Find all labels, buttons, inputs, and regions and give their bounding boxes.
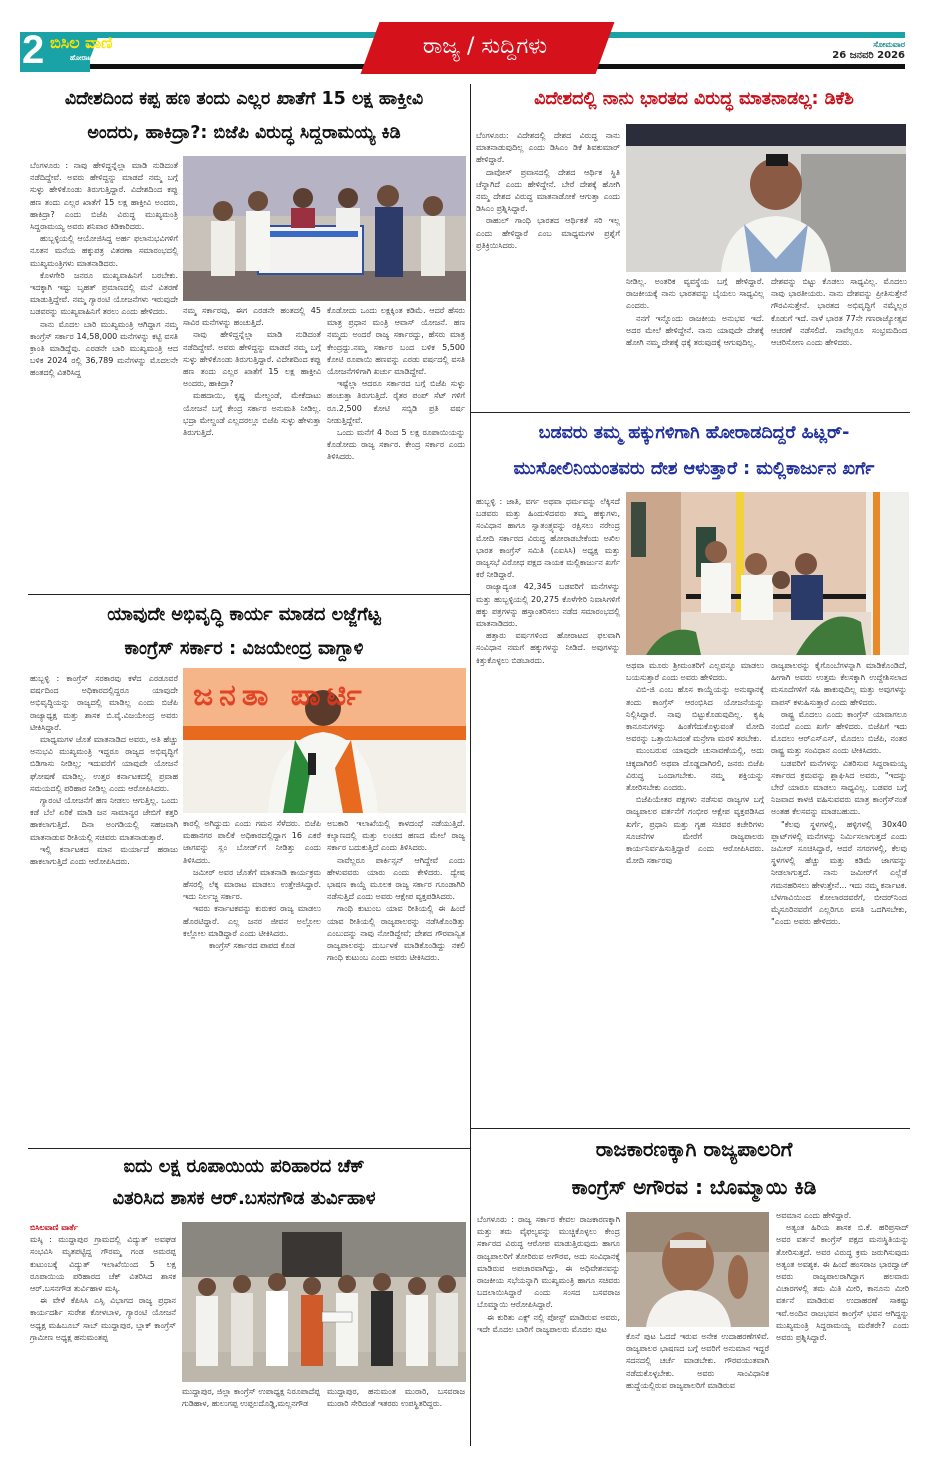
paragraph: ಮಾಧ್ಯಮಗಳ ಜೊತೆ ಮಾತನಾಡಿದ ಅವರು, ಅತಿ ಹೆಚ್ಚು ಅನುಭವಿ ಮುಖ್ಯಮಂತ್ರಿ ಇದ್ದರೂ ರಾಜ್ಯದ ಅಭಿವೃದ್ಧಿಗೆ ಬಿಡಿಗಾಸು ನೀಡಿಲ್ಲ; ಇದುವರೆಗೆ ಯಾವುದೇ ಯೋಜನೆ ಘೋಷಣೆ ಮಾಡಿಲ್ಲ. ಉತ್ತರ ಕರ್ನಾಟಕದಲ್ಲಿ ಪ್ರವಾಹ ಸಮಯದಲ್ಲಿ ಪರಿಹಾರ ನೀಡಿಲ್ಲ ಎಂದು ಆರೋಪಿಸಿದರು.: [30, 735, 178, 793]
paragraph: "ಕೆಲವು ಸ್ಥಳಗಳಲ್ಲಿ, ಹಳ್ಳಿಗಳಲ್ಲಿ 30x40 ಪ್ಲಾಟ್‌ಗಳಲ್ಲಿ ಮನೆಗಳನ್ನು ನಿರ್ಮಿಸಲಾಗುತ್ತದೆ ಎಂದು ಜಮೀರ್ ಸೂಚಿಸಿದ್ದಾರೆ, ಆದರೆ ನಗರಗಳಲ್ಲಿ, ಕೆಲವು ಸ್ಥಳಗಳಲ್ಲಿ ಹೆಚ್ಚು ಮತ್ತು ಕಡಿಮೆ ಜಾಗವನ್ನು ನೀಡಲಾಗುತ್ತದೆ. ನಾನು ಜಮೀರ್‌ಗೆ ಎಲ್ಲೆಡೆ ಗಮನಹರಿಸಲು ಹೇಳುತ್ತೇನೆ... ಇದು ನಮ್ಮ ಕರ್ನಾಟಕ. ಬೆಳಗಾವಿಯಿಂದ ಕೋಲಾರದವರೆಗೆ, ಬೀದರ್‌ನಿಂದ ಮೈಸೂರಿನವರೆಗೆ ಎಲ್ಲರಿಗೂ ವಸತಿ ಒದಗಿಸಬೇಕು, "ಎಂದು ಅವರು ಹೇಳಿದರು.: [771, 819, 907, 927]
paragraph: ಒಂದು ಮನೆಗೆ 4 ರಿಂದ 5 ಲಕ್ಷ ರೂಪಾಯಿಯನ್ನು ಕೊಡೋದು ರಾಜ್ಯ ಸರ್ಕಾರ. ಕೇಂದ್ರ ಸರ್ಕಾರ ಎಂದು ತಿಳಿಸಿದರು.: [327, 428, 465, 462]
article-4-col-2: [183, 818, 321, 1145]
paragraph: ಬಡವರಿಗೆ ಮನೆಗಳನ್ನು ವಿತರಿಸುವ ಸಿದ್ದರಾಮಯ್ಯ ಸರ್ಕಾರದ ಕ್ರಮವನ್ನು ಶ್ಲಾಘಿಸಿದ ಅವರು, "ಇದನ್ನು ಬೇರೆ ಯಾರೂ ಮಾಡಲು ಸಾಧ್ಯವಿಲ್ಲ. ಬಡವರ ಬಗ್ಗೆ ನಿಜವಾದ ಕಾಳಜಿ ವಹಿಸುವವರು ಮಾತ್ರ ಕಾಂಗ್ರೆಸ್‌ನಂತೆ ಅಂತಹ ಕೆಲಸವನ್ನು ಮಾಡಬಹುದು.: [771, 758, 907, 817]
article-6-photo: [626, 1212, 769, 1327]
paragraph: ಈ ವೇಳೆ ಕೆಪಿಸಿಸಿ ಎಸ್ಸಿ ವಿಭಾಗದ ರಾಜ್ಯ ಪ್ರಧಾನ ಕಾರ್ಯದರ್ಶಿ ಸುರೇಶ ಕೋಳಬಾಳ, ಗ್ಯಾರಂಟಿ ಯೋಜನೆ ಅಧ್ಯಕ್ಷ ಮಹಿಬೂಬ್ ಸಾಬ್ ಮುದ್ದಾಪುರ, ಬ್ಲಾಕ್ ಕಾಂಗ್ರೆಸ್ ಗ್ರಾಮೀಣ ಅಧ್ಯಕ್ಷ ಹನುಮಂತಪ್ಪ: [30, 1296, 176, 1342]
article-6-col-2: [626, 1331, 769, 1446]
article-4-headline-2: ಕಾಂಗ್ರೆಸ್ ಸರ್ಕಾರ : ವಿಜಯೇಂದ್ರ ವಾಗ್ದಾಳಿ: [124, 638, 364, 659]
divider: [470, 1128, 910, 1129]
article-2-col-3: [771, 276, 907, 408]
section-title: ರಾಜ್ಯ / ಸುದ್ದಿಗಳು: [422, 34, 548, 59]
paragraph: ರಾಹುಲ್ ಗಾಂಧಿ ಭಾರತದ ಆರ್ಥಿಕತೆ ಸರಿ ಇಲ್ಲ ಎಂದು ಹೇಳಿದ್ದಾರೆ ಎಂಬ ಮಾಧ್ಯಮಗಳ ಪ್ರಶ್ನೆಗೆ ಪ್ರತಿಕ್ರಿಯಿಸಿದರು.: [476, 216, 620, 250]
paragraph: ನಾನು ಮೊದಲ ಬಾರಿ ಮುಖ್ಯಮಂತ್ರಿ ಆಗಿದ್ದಾಗ ನಮ್ಮ ಕಾಂಗ್ರೆಸ್ ಸರ್ಕಾರ 14,58,000 ಮನೆಗಳನ್ನು ಕಟ್ಟಿ ವಸತಿ ಕ್ರಾಂತಿ ಮಾಡಿದ್ದೆವು. ಎರಡನೇ ಬಾರಿ ಮುಖ್ಯಮಂತ್ರಿ ಆದ ಬಳಿಕ 2024 ರಲ್ಲಿ 36,789 ಮನೆಗಳನ್ನು ಮೊದಲನೇ ಹಂತದಲ್ಲಿ ವಿತರಿಸಿದ್ದ: [30, 319, 178, 378]
paragraph: ಹುಬ್ಬಳ್ಳಿ : ಜಾತಿ, ವರ್ಗ ಅಥವಾ ಧರ್ಮವನ್ನು ಲೆಕ್ಕಿಸದೆ ಬಡವರು ಮತ್ತು ಹಿಂದುಳಿದವರು ತಮ್ಮ ಹಕ್ಕುಗಳು, ಸಂವಿಧಾನ ಹಾಗೂ ಸ್ವಾತಂತ್ರ್ಯವನ್ನು ರಕ್ಷಿಸಲು ನರೇಂದ್ರ ಮೋದಿ ಸರ್ಕಾರದ ವಿರುದ್ಧ ಹೋರಾಡಬೇಕೆಂದು ಅಖಿಲ ಭಾರತ ಕಾಂಗ್ರೆಸ್ ಸಮಿತಿ (ಎಐಸಿಸಿ) ಅಧ್ಯಕ್ಷ ಮತ್ತು ರಾಜ್ಯಸಭೆ ವಿರೋಧ ಪಕ್ಷದ ನಾಯಕ ಮಲ್ಲಿಕಾರ್ಜುನ ಖರ್ಗೆ ಕರೆ ನೀಡಿದ್ದಾರೆ.: [476, 497, 620, 580]
article-3-headline-1: ಬಡವರು ತಮ್ಮ ಹಕ್ಕುಗಳಿಗಾಗಿ ಹೋರಾಡದಿದ್ದರೆ ಹಿಟ್ಲರ್-: [538, 423, 850, 443]
paragraph: ಇಲ್ಲಿ ಕರ್ನಾಟಕದ ಮಾನ ಮರ್ಯಾದೆ ಹರಾಜು ಹಾಕಲಾಗುತ್ತಿದೆ ಎಂದು ಆರೋಪಿಸಿದರು.: [30, 844, 178, 867]
paragraph: ನಾವು ಹೇಳಿದ್ದನ್ನೆಲ್ಲಾ ಮಾಡಿ ನುಡಿದಂತೆ ನಡೆದಿದ್ದೇವೆ. ಅವರು ಹೇಳಿದ್ದನ್ನು ಮಾಡದೆ ನಮ್ಮ ಬಗ್ಗೆ ಸುಳ್ಳು ಹೇಳಿಕೊಂಡು ತಿರುಗುತ್ತಿದ್ದಾರೆ. ವಿದೇಶದಿಂದ ಕಪ್ಪು ಹಣ ತಂದು ಎಲ್ಲರ ಖಾತೆಗೆ 15 ಲಕ್ಷ ಹಾಕ್ತೀವಿ ಅಂದರು, ಹಾಕಿದ್ರಾ?: [183, 330, 321, 389]
paragraph: ಹುಬ್ಬಳ್ಳಿಯಲ್ಲಿ ಆಯೋಜಿಸಿದ್ದ ಅರ್ಹ ಫಲಾನುಭವಿಗಳಿಗೆ ನೂತನ ಮನೆಯ ಹಕ್ಕುಪತ್ರ ವಿತರಣಾ ಸಮಾರಂಭದಲ್ಲಿ ಮುಖ್ಯಮಂತ್ರಿಗಳು ಮಾತನಾಡಿದರು.: [30, 234, 178, 268]
paragraph: ಬಿಜೆಪಿಯೇತರ ಪಕ್ಷಗಳು ನಡೆಸುವ ರಾಜ್ಯಗಳ ಬಗ್ಗೆ ರಾಜ್ಯಪಾಲರ ವರ್ತನೆಗೆ ಗಂಭೀರ ಆಕ್ಷೇಪ ವ್ಯಕ್ತಪಡಿಸಿದ ಖರ್ಗೆ, ಪ್ರಧಾನಿ ಮತ್ತು ಗೃಹ ಸಚಿವರ ಕಚೇರಿಗಳು ಸೂಚನೆಗಳ ಮೇರೆಗೆ ರಾಜ್ಯಪಾಲರು ಕಾರ್ಯನಿರ್ವಹಿಸುತ್ತಿದ್ದಾರೆ ಎಂದು ಆರೋಪಿಸಿದರು. ಮೋದಿ ಸರ್ಕಾರವು: [626, 795, 764, 866]
paragraph: ಮಹದಾಯಿ, ಕೃಷ್ಣ ಮೇಲ್ದಂಡೆ, ಮೇಕೆದಾಟು ಯೋಜನೆ ಬಗ್ಗೆ ಕೇಂದ್ರ ಸರ್ಕಾರ ಅನುಮತಿ ನೀಡಿಲ್ಲ. ಭದ್ರಾ ಮೇಲ್ದಂಡೆ ಎಲ್ಲದರಲ್ಲೂ ಬಿಜೆಪಿ ಸುಳ್ಳು ಹೇಳುತ್ತಾ ತಿರುಗುತ್ತಿದೆ.: [183, 391, 321, 438]
article-6-col-1: [477, 1214, 620, 1446]
paragraph: ಹುಬ್ಬಳ್ಳಿ : ಕಾಂಗ್ರೆಸ್ ಸರಕಾರವು ಕಳೆದ ಎರಡೂವರೆ ವರ್ಷದಿಂದ ಅಧಿಕಾರದಲ್ಲಿದ್ದರೂ ಯಾವುದೇ ಅಭಿವೃದ್ಧಿಯನ್ನು ರಾಜ್ಯದಲ್ಲಿ ಮಾಡಿಲ್ಲ ಎಂದು ಬಿಜೆಪಿ ರಾಜ್ಯಾಧ್ಯಕ್ಷ ಮತ್ತು ಶಾಸಕ ಬಿ.ವೈ.ವಿಜಯೇಂದ್ರ ಅವರು ಟೀಕಿಸಿದ್ದಾರೆ.: [30, 674, 178, 732]
paragraph: ಜಮೀರ್ ಅವರ ಜೊತೆಗೆ ಮಾತನಾಡಿ ಕಾರ್ಯಕ್ರಮ ಹೆಸರಲ್ಲಿ ಲೆಕ್ಕ ಮಾರಾಟ ಮಾಡಲು ಉತ್ತೇಜಿಸಿದ್ದಾರೆ. ಇದು ನಿರ್ಲಜ್ಜ ಸರ್ಕಾರ.: [183, 867, 321, 902]
paragraph: ಈ ಕುರಿತು ಎಕ್ಸ್ ನಲ್ಲಿ ಪೋಸ್ಟ್ ಮಾಡಿರುವ ಅವರು, ಇದೇ ಮೊದಲ ಬಾರಿಗೆ ರಾಜ್ಯಪಾಲರು ಮೊದಲ ಪುಟ: [477, 1312, 620, 1334]
paper-tagline: ಹೋರಾಟದ ಧ್ವನಿ: [70, 54, 109, 62]
article-5-photo: [182, 1222, 466, 1382]
center-divider: [470, 84, 471, 1446]
paragraph: ಹತ್ತಾರು ವರ್ಷಗಳಿಂದ ಹೋರಾಟದ ಫಲವಾಗಿ ಸಂವಿಧಾನ ನಮಗೆ ಹಕ್ಕುಗಳನ್ನು ನೀಡಿದೆ. ಅವುಗಳನ್ನು ಕಿತ್ತುಕೊಳ್ಳಲು ಬಿಡಬಾರದು.: [476, 631, 620, 665]
paragraph: ದೇಶವನ್ನು ಬಿಟ್ಟು ಕೊಡಲು ಸಾಧ್ಯವಿಲ್ಲ. ಮೊದಲು ನಾವು ಭಾರತೀಯರು. ನಾನು ದೇಶವನ್ನು ಪ್ರೀತಿಸುತ್ತೇನೆ ಗೌರವಿಸುತ್ತೇನೆ. ಭಾರತದ ಅಭಿವೃದ್ಧಿಗೆ ನಮ್ಮೆಲ್ಲರ ಕೊಡುಗೆ ಇದೆ. ನಾಳೆ ಭಾರತ 77ನೇ ಗಣರಾಜ್ಯೋತ್ಸವ ಆಚರಣೆ ನಡೆಸಲಿದೆ. ನಾವೆಲ್ಲರೂ ಸಂಭ್ರಮದಿಂದ ಆಚರಿಸೋಣ ಎಂದು ಹೇಳಿದರು.: [771, 277, 907, 348]
article-4-col-3: [327, 818, 465, 1145]
article-6-col-3: [776, 1210, 909, 1446]
paragraph: ಇವರು ಕರ್ನಾಟಕವನ್ನು ಕುರುಕರ ರಾಜ್ಯ ಮಾಡಲು ಹೊರಟಿದ್ದಾರೆ. ಎಲ್ಲ ಜನರ ಜೀವನ ಅಲ್ಲೋಲ ಕಲ್ಲೋಲ ಮಾಡಿದ್ದಾರೆ ಎಂದು ಟೀಕಿಸಿದರು.: [183, 904, 321, 938]
article-5-col-3: [327, 1386, 465, 1446]
paragraph: ಮಸ್ಕಿ : ಮುದ್ದಾಪುರ ಗ್ರಾಮದಲ್ಲಿ ವಿದ್ಯುತ್ ಅವಘಡ ಸಂಭವಿಸಿ ಮೃತಪಟ್ಟಿದ್ದ ಗೌರಮ್ಮ ಗಂಡ ಅಮರಪ್ಪ ಕುಟುಂಬಕ್ಕೆ ವಿದ್ಯುತ್ ಇಲಾಖೆಯಿಂದ 5 ಲಕ್ಷ ರೂಪಾಯಿಯ ಪರಿಹಾರದ ಚೆಕ್ ವಿತರಿಸಿದ ಶಾಸಕ ಆರ್.ಬಸನಗೌಡ ತುರ್ವಿಹಾಳ ಮಸ್ಕಿ.: [30, 1235, 176, 1294]
paragraph: ರಾಜ್ಯಪಾಲರನ್ನು ಕೈಗೊಂಬೆಗಳನ್ನಾಗಿ ಮಾಡಿಕೊಂಡಿದೆ, ಹೀಗಾಗಿ ಅವರು ಉತ್ತಮ ಕೆಲಸಕ್ಕಾಗಿ ಉದ್ದೇಶಿಸಲಾದ ಮಸೂದೆಗಳಿಗೆ ಸಹಿ ಹಾಕುವುದಿಲ್ಲ ಮತ್ತು ಅವುಗಳನ್ನು ವಾಪಸ್ ಕಳುಹಿಸುತ್ತಾರೆ ಎಂದು ಹೇಳಿದರು.: [771, 661, 907, 707]
page-number: 2: [22, 28, 45, 72]
article-1-headline-2: ಅಂದರು, ಹಾಕಿದ್ರಾ?: ಬಿಜೆಪಿ ವಿರುದ್ಧ ಸಿದ್ದರಾಮಯ್ಯ ಕಿಡಿ: [87, 123, 401, 143]
article-3-col-3: [771, 660, 907, 1122]
paragraph: ರಾಷ್ಟ್ರ ಮೊದಲು ಎಂದು ಕಾಂಗ್ರೆಸ್ ಯಾವಾಗಲೂ ನಂಬಿದೆ ಎಂದು ಖರ್ಗೆ ಹೇಳಿದರು. ಬಿಜೆಪಿಗೆ ಇದು ಮೊದಲು ಆರ್‌ಎಸ್‌ಎಸ್, ಮೊದಲು ಬಿಜೆಪಿ, ನಂತರ ರಾಷ್ಟ್ರ ಮತ್ತು ಸಂವಿಧಾನ ಎಂದು ಟೀಕಿಸಿದರು.: [771, 709, 907, 756]
article-2-photo: [626, 124, 906, 272]
paragraph: ಕೊಳಗೇರಿ ಜನರೂ ಮುಖ್ಯವಾಹಿನಿಗೆ ಬರಬೇಕು. ಇದಕ್ಕಾಗಿ ಇಷ್ಟು ಬೃಹತ್ ಪ್ರಮಾಣದಲ್ಲಿ ಮನೆ ವಿತರಣೆ ಮಾಡುತ್ತಿದ್ದೇವೆ. ನಮ್ಮ ಗ್ಯಾರಂಟಿ ಯೋಜನೆಗಳು ಇರುವುದೇ ಬಡವರನ್ನು ಮುಖ್ಯವಾಹಿನಿಗೆ ತರಲು ಎಂದು ಹೇಳಿದರು.: [30, 270, 178, 317]
article-2-col-1: [476, 130, 620, 410]
paragraph: ನಾವೆಲ್ಲರೂ ಪಾರ್ಕಿನ್ಸನ್ ಆಗಿದ್ದೇವೆ ಎಂದು ಹೇಳುವವರು ಯಾರು ಎಂದು ಕೇಳಿದರು. ದ್ವೇಷ ಭಾಷಣ ಕಾಯ್ದೆ ಮೂಲಕ ರಾಜ್ಯ ಸರ್ಕಾರ ಗೂಂಡಾಗಿರಿ ನಡೆಸುತ್ತಿದೆ ಎಂದು ಅವರು ಆಕ್ಷೇಪ ವ್ಯಕ್ತಪಡಿಸಿದರು.: [327, 855, 465, 902]
paragraph: ಬೆಂಗಳೂರು: ವಿದೇಶದಲ್ಲಿ ದೇಶದ ವಿರುದ್ಧ ನಾನು ಮಾತನಾಡುವುದಿಲ್ಲ ಎಂದು ಡಿಸಿಎಂ ಡಿಕೆ ಶಿವಕುಮಾರ್ ಹೇಳಿದ್ದಾರೆ.: [476, 131, 620, 165]
paragraph: ಮುದ್ದಾಪುರ, ಹನುಮಂತ ಮುರಾರಿ, ಬಸವರಾಜ ಮುರಾರಿ ಸೇರಿದಂತೆ ಇತರರು ಉಪಸ್ಥಿತರಿದ್ದರು.: [327, 1387, 465, 1409]
issue-day: ಸೋಮವಾರ: [873, 40, 905, 49]
article-4-headline-1: ಯಾವುದೇ ಅಭಿವೃದ್ಧಿ ಕಾರ್ಯ ಮಾಡದ ಲಜ್ಜೆಗೆಟ್ಟ: [107, 604, 381, 625]
paragraph: ಗಾಂಧಿ ಕುಟುಂಬ ಯಾವ ರೀತಿಯಲ್ಲಿ ಈ ಹಿಂದೆ ಯಾವ ರೀತಿಯಲ್ಲಿ ರಾಜ್ಯಪಾಲರನ್ನು ನಡೆಸಿಕೊಂಡಿತ್ತು ಎಂಬುದನ್ನು ನಾವು ನೋಡಿದ್ದೇವೆ; ದೇಶದ ಗೌರವಾನ್ವಿತ ರಾಜ್ಯಪಾಲರನ್ನು ದುರ್ಬಳಕೆ ಮಾಡಿಕೊಂಡಿದ್ದು ನಕಲಿ ಗಾಂಧಿ ಕುಟುಂಬ ಎಂದು ಅವರು ಟೀಕಿಸಿದರು.: [327, 904, 465, 963]
article-5-col-1: [30, 1222, 176, 1447]
paragraph: ಅವಮಾನ ಎಂದು ಹೇಳಿದ್ದಾರೆ.: [776, 1211, 852, 1220]
article-1-col-2: [183, 305, 321, 590]
article-1-headline-1: ವಿದೇಶದಿಂದ ಕಪ್ಪ ಹಣ ತಂದು ಎಲ್ಲರ ಖಾತೆಗೆ 15 ಲಕ್ಷ ಹಾಕ್ತೀವಿ: [64, 89, 424, 109]
paragraph: ಗ್ಯಾರಂಟಿ ಯೋಜನೆಗೆ ಹಣ ನೀಡಲು ಆಗುತ್ತಿಲ್ಲ. ಒಂದು ಕಡೆ ಬೆಲೆ ಏರಿಕೆ ಮಾಡಿ ಜನ ಸಾಮಾನ್ಯರ ಜೇಬಿಗೆ ಕತ್ತರಿ ಹಾಕಲಾಗುತ್ತಿದೆ. ದಿನಾ ಅಂಗಡಿಯಲ್ಲಿ ಸಹಜವಾಗಿ ಮಾತನಾಡುವ ರೀತಿಯಲ್ಲಿ ಸಚಿವರು ಮಾತನಾಡುತ್ತಾರೆ.: [30, 796, 178, 842]
paragraph: ಇಷ್ಟೆಲ್ಲಾ ಆದರೂ ಸರ್ಕಾರದ ಬಗ್ಗೆ ಬಿಜೆಪಿ ಸುಳ್ಳು ಹಂಚುತ್ತಾ ತಿರುಗುತ್ತಿದೆ. ರೈತರ ಪಂಪ್ ಸೆಟ್ ಗಳಿಗೆ ರೂ.2,500 ಕೋಟಿ ಸಬ್ಸಿಡಿ ಪ್ರತಿ ವರ್ಷ ನೀಡುತ್ತಿದ್ದೇವೆ.: [327, 379, 465, 425]
issue-date: 26 ಜನವರಿ 2026: [832, 50, 905, 61]
article-3-col-1: [476, 496, 620, 1121]
article-1-photo: [183, 156, 466, 301]
divider: [470, 412, 910, 413]
article-3-photo: [626, 492, 909, 655]
article-6-headline-2: ಕಾಂಗ್ರೆಸ್ ಅಗೌರವ : ಬೊಮ್ಮಾಯಿ ಕಿಡಿ: [571, 1175, 817, 1199]
article-1-col-3: [327, 305, 465, 590]
article-5-headline-1: ಐದು ಲಕ್ಷ ರೂಪಾಯಿಯ ಪರಿಹಾರದ ಚೆಕ್: [123, 1156, 365, 1177]
article-2-headline: ವಿದೇಶದಲ್ಲಿ ನಾನು ಭಾರತದ ವಿರುದ್ಧ ಮಾತನಾಡಲ್ಲ: ಡಿಕೆಶಿ: [534, 89, 854, 109]
article-2-col-2: [626, 276, 764, 408]
paragraph: ಅಥವಾ ಮೂರು ಶ್ರೀಮಂತರಿಗೆ ಎಲ್ಲವನ್ನೂ ಮಾಡಲು ಬಯಸುತ್ತಾರೆ ಎಂದು ಅವರು ಹೇಳಿದರು.: [626, 661, 764, 683]
article-4-photo: [183, 668, 466, 813]
paragraph: ಬೆಂಗಳೂರು : ನಾವು ಹೇಳಿದ್ದನ್ನೆಲ್ಲಾ ಮಾಡಿ ನುಡಿದಂತೆ ನಡೆದಿದ್ದೇವೆ. ಅವರು ಹೇಳಿದ್ದನ್ನು ಮಾಡದೆ ನಮ್ಮ ಬಗ್ಗೆ ಸುಳ್ಳು ಹೇಳಿಕೊಂಡು ತಿರುಗುತ್ತಿದ್ದಾರೆ. ವಿದೇಶದಿಂದ ಕಪ್ಪು ಹಣ ತಂದು ಎಲ್ಲರ ಖಾತೆಗೆ 15 ಲಕ್ಷ ಹಾಕ್ತೀವಿ ಅಂದರು, ಹಾಕಿದ್ರಾ? ಎಂದು ಬಿಜೆಪಿ ವಿರುದ್ಧ ಮುಖ್ಯಮಂತ್ರಿ ಸಿದ್ದರಾಮಯ್ಯ ಅವರು ಶನಿವಾರ ಕಿಡಿಕಾರಿದರು.: [30, 161, 178, 232]
paragraph: ಕೊಡೋದು ಒಂದು ಲಕ್ಷಕ್ಕಿಂತ ಕಡಿಮೆ. ಆದರೆ ಹೆಸರು ಮಾತ್ರ ಪ್ರಧಾನ ಮಂತ್ರಿ ಆವಾಸ್ ಯೋಜನೆ. ಹಣ ನಮ್ಮದು ಅಂದರೆ ರಾಜ್ಯ ಸರ್ಕಾರದ್ದು, ಹೆಸರು ಮಾತ್ರ ಕೇಂದ್ರದ್ದು.ನಮ್ಮ ಸರ್ಕಾರ ಬಂದ ಬಳಿಕ 5,500 ಕೋಟಿ ರೂಪಾಯಿ ಹಣವನ್ನು ಎರಡು ವರ್ಷದಲ್ಲಿ ವಸತಿ ಯೋಜನೆಗಳಿಗಾಗಿ ಖರ್ಚು ಮಾಡಿದ್ದೇವೆ.: [327, 306, 465, 377]
paragraph: ಮುಂಬರುವ ಯಾವುದೇ ಚುನಾವಣೆಯಲ್ಲಿ, ಅದು ಚಿಕ್ಕದಾಗಿರಲಿ ಅಥವಾ ದೊಡ್ಡದಾಗಿರಲಿ, ಜನರು ಬಿಜೆಪಿ ವಿರುದ್ಧ ಒಂದಾಗಬೇಕು. ನಮ್ಮ ಶಕ್ತಿಯನ್ನು ತೋರಿಸಬೇಕು ಎಂದರು.: [626, 746, 764, 793]
paragraph: ನನಗೆ ಇನ್ನೊಂದು ರಾಜಕೀಯ ಅನುಭವ ಇದೆ. ಅದರ ಮೇಲೆ ಹೇಳಿದ್ದೇನೆ. ನಾನು ಯಾವುದೇ ದೇಶಕ್ಕೆ ಹೋಗಿ ನಮ್ಮ ದೇಶಕ್ಕೆ ಧಕ್ಕೆ ತರುವುದಕ್ಕೆ ಆಗುವುದಿಲ್ಲ.: [626, 313, 764, 348]
article-5-col-2: [182, 1386, 320, 1446]
subheading: ಕಾಂಗ್ರೆಸ್ ಸರ್ಕಾರದ ಪಾಪದ ಕೊಡ: [208, 941, 295, 951]
paragraph: ಮುದ್ದಾಪುರ, ಜಿಲ್ಲಾ ಕಾಂಗ್ರೆಸ್ ಉಪಾಧ್ಯಕ್ಷ ನಿರೂಪಾದೆಪ್ಪ ಗುಡಿಹಾಳ, ಹುಲುಗಪ್ಪ ಉಪ್ಪಲದೊಡ್ಡಿ,ಮಲ್ಲನಗೌಡ: [182, 1387, 320, 1409]
article-3-col-2: [626, 660, 764, 1122]
article-4-col-1: [30, 673, 178, 1143]
paragraph: ವಿಬಿ-ಜಿ ಎಂಬ ಹೊಸ ಕಾಯ್ದೆಯನ್ನು ಅನುಷ್ಠಾನಕ್ಕೆ ತಂದು ಕಾಂಗ್ರೆಸ್ ಆರಂಭಿಸಿದ ಯೋಜನೆಯನ್ನು ನಿಲ್ಲಿಸಿದ್ದಾರೆ. ನಾವು ಬಿಟ್ಟುಕೊಡುವುದಿಲ್ಲ. ಕೃಷಿ ಕಾನೂನುಗಳನ್ನು ಹಿಂತೆಗೆದುಕೊಳ್ಳುವಂತೆ ಮೋದಿ ಅವರನ್ನು ಒತ್ತಾಯಿಸಿದಂತೆ ಮನ್ರೇಗಾ ಮರಳಿ ತರಬೇಕು.: [626, 685, 764, 744]
paragraph: ಕೊನೆ ಪುಟ ಓದದೆ ಇರುವ ಅನೇಕ ಉದಾಹರಣೆಗಳಿವೆ. ರಾಜ್ಯಪಾಲರ ಭಾಷಣದ ಬಗ್ಗೆ ಅವರಿಗೆ ಅನುಮಾನ ಇದ್ದರೆ ಸದನದಲ್ಲಿ ಚರ್ಚೆ ಮಾಡಬೇಕು. ಗೌರವಯುತವಾಗಿ ನಡೆದುಕೊಳ್ಳಬೇಕು. ಅವರು ಸಾಂವಿಧಾನಿಕ ಹುದ್ದೆಯಲ್ಲಿರುವ ರಾಜ್ಯಪಾಲರಿಗೆ ಮಾಡಿರುವ: [626, 1332, 769, 1390]
article-1-col-1: [30, 160, 178, 590]
article-5-headline-2: ವಿತರಿಸಿದ ಶಾಸಕ ಆರ್.ಬಸನಗೌಡ ತುರ್ವಿಹಾಳ: [112, 1188, 376, 1209]
divider: [28, 594, 470, 595]
paragraph: ನೀಡಿಲ್ಲ. ಅಂತರಿಕ ವ್ಯವಸ್ಥೆಯ ಬಗ್ಗೆ ಹೇಳಿದ್ದಾರೆ. ರಾಜಕೀಯಕ್ಕೆ ನಾನು ಭಾರತವನ್ನು ಬೈಯಲು ಸಾಧ್ಯವಿಲ್ಲ ಎಂದರು.: [626, 277, 764, 311]
news-kicker: ಬಿಸಿಲವಾಣಿ ವಾರ್ತೆ: [30, 1223, 78, 1232]
paragraph: ಅಬಕಾರಿ ಇಲಾಖೆಯಲ್ಲಿ ಕಾಳದಂಧೆ ನಡೆಯುತ್ತಿದೆ. ಕಲ್ಯಾಣದಲ್ಲಿ ಮತ್ತು ಲಂಚದ ಹಣದ ಮೇಲೆ ರಾಜ್ಯ ಸರ್ಕಾರ ಬದುಕುತ್ತಿದೆ ಎಂದು ತಿಳಿಸಿದರು.: [327, 819, 465, 853]
article-6-headline-1: ರಾಜಕಾರಣಕ್ಕಾಗಿ ರಾಜ್ಯಪಾಲರಿಗೆ: [595, 1137, 793, 1161]
paragraph: ಬೆಂಗಳೂರು : ರಾಜ್ಯ ಸರ್ಕಾರ ಕೇವಲ ರಾಜಕಾರಣಕ್ಕಾಗಿ ಮತ್ತು ತಮ ವೈಫಲ್ಯವನ್ನು ಮುಚ್ಚಿಕೊಳ್ಳಲು ಕೇಂದ್ರ ಸರ್ಕಾರದ ವಿರುದ್ಧ ಆರೋಪ ಮಾಡುತ್ತಿರುವುದು ಹಾಗೂ ರಾಜ್ಯಪಾಲರಿಗೆ ತೋರಿರುವ ಅಗೌರವ, ಅದು ಸಂವಿಧಾನಕ್ಕೆ ಮಾಡಿರುವ ಅಪಚಾರವಾಗಿದ್ದು, ಈ ಅಧಿವೇಶನವನ್ನು ರಾಜಕೀಯ ಸಭೆಯನ್ನಾಗಿ ಮುಖ್ಯಮಂತ್ರಿ ಹಾಗೂ ಸಚಿವರು ಬದಲಾಯಿಸಿದ್ದಾರೆ ಎಂದು ಸಂಸದ ಬಸವರಾಜ ಬೊಮ್ಮಾಯಿ ಆರೋಪಿಸಿದ್ದಾರೆ.: [477, 1215, 620, 1310]
article-3-headline-2: ಮುಸೋಲಿನಿಯಂತವರು ದೇಶ ಆಳುತ್ತಾರೆ : ಮಲ್ಲಿಕಾರ್ಜುನ ಖರ್ಗೆ: [513, 459, 875, 479]
paper-name: ಬಿಸಿಲ ವಾಣಿ: [50, 33, 113, 52]
paragraph: ಅತ್ಯಂತ ಹಿರಿಯ ಶಾಸಕ ಬಿ.ಕೆ. ಹರಿಪ್ರಸಾದ್ ಅವರ ವರ್ತನೆ ಕಾಂಗ್ರೆಸ್ ಪಕ್ಷದ ಮನಃಸ್ಥಿತಿಯನ್ನು ತೋರಿಸುತ್ತದೆ. ಅವರ ವಿರುದ್ಧ ಕ್ರಮ ಜರುಗಿಸುವುದು ಅತ್ಯಂತ ಅವಶ್ಯಕ. ಈ ಹಿಂದೆ ಹಂಸರಾಜ ಭಾರದ್ವಾಜ್ ಅವರು ರಾಜ್ಯಪಾಲರಾಗಿದ್ದಾಗ ಹಲವಾರು ವಿಚಾರಗಳಲ್ಲಿ ತಮ ಮಿತಿ ಮೀರಿ, ಕಾನೂನು ಮೀರಿ ವರ್ತನೆ ಮಾಡಿರುವ ಉದಾಹರಣೆ ಸಾಕಷ್ಟು ಇವೆ.ಅಂದಿನ ರಾಜಭವನ ಕಾಂಗ್ರೆಸ್ ಭವನ ಆಗಿದ್ದನ್ನು ಮುಖ್ಯಮಂತ್ರಿ ಸಿದ್ದರಾಮಯ್ಯ ಮರೆತರೇ? ಎಂದು ಅವರು ಪ್ರಶ್ನಿಸಿದ್ದಾರೆ.: [776, 1223, 909, 1343]
paragraph: ಕಾರಲ್ಲಿ ಅಗಿದ್ದುದು ಎಂದು ಗಮನ ಸೆಳೆದರು. ಬಿಜೆಪಿ ಮಹಾನಗರ ಪಾಲಿಕೆ ಅಧಿಕಾರದಲ್ಲಿದ್ದಾಗ 16 ಎಕರೆ ಜಾಗವನ್ನು ಸ್ಲಂ ಬೋರ್ಡ್‌ಗೆ ನೀಡಿತ್ತು ಎಂದು ತಿಳಿಸಿದರು.: [183, 819, 321, 865]
paragraph: ನಮ್ಮ ಸರ್ಕಾರವು, ಈಗ ಎರಡನೇ ಹಂತದಲ್ಲಿ 45 ಸಾವಿರ ಮನೆಗಳನ್ನು ಹಂಚುತ್ತಿದೆ.: [183, 306, 321, 328]
divider: [28, 1148, 470, 1149]
photo-banner-text: ಜನತಾ ಪಾರ್ಟಿ: [193, 678, 368, 713]
paragraph: ದಾವೋಸ್ ಪ್ರವಾಸದಲ್ಲಿ ದೇಶದ ಆರ್ಥಿಕ ಸ್ಥಿತಿ ಚೆನ್ನಾಗಿದೆ ಎಂದು ಹೇಳಿದ್ದೇನೆ. ಬೇರೆ ದೇಶಕ್ಕೆ ಹೋಗಿ ನಮ್ಮ ದೇಶದ ವಿರುದ್ಧ ಮಾತನಾಡೋಕೆ ಆಗುತ್ತಾ ಎಂದು ಡಿಸಿಎಂ ಪ್ರಶ್ನಿಸಿದ್ದಾರೆ.: [476, 167, 620, 214]
paragraph: ರಾಜ್ಯಾದ್ಯಂತ 42,345 ಬಡವರಿಗೆ ಮನೆಗಳನ್ನು ಮತ್ತು ಹುಬ್ಬಳ್ಳಿಯಲ್ಲಿ 20,275 ಕೊಳೆಗೇರಿ ನಿವಾಸಿಗಳಿಗೆ ಹಕ್ಕು ಪತ್ರಗಳನ್ನು ಹಸ್ತಾಂತರಿಸಲು ನಡೆದ ಸಮಾರಂಭದಲ್ಲಿ ಮಾತನಾಡಿದರು.: [476, 582, 620, 629]
